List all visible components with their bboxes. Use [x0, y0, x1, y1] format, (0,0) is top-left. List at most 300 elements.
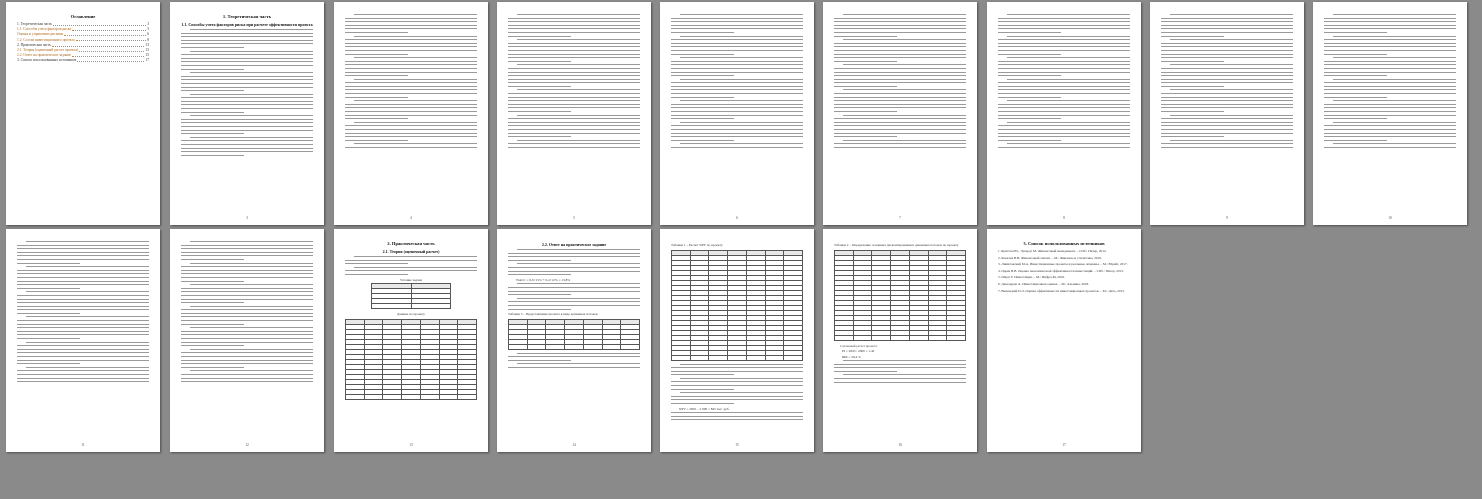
text-line: [998, 46, 1130, 47]
text-line: [1324, 82, 1456, 83]
text-line: [181, 126, 313, 127]
text-line: [1161, 97, 1293, 98]
text-line: [508, 291, 640, 292]
text-line: [354, 256, 477, 257]
text-line: [1170, 64, 1293, 65]
text-line: [1324, 129, 1456, 130]
text-line: [1170, 14, 1293, 15]
reference-entry: 4. Царев В.В. Оценка экономической эффективности инвестиций. – СПб.: Питер, 2015.: [998, 268, 1124, 273]
page-heading: Оглавление: [70, 14, 96, 19]
document-page[interactable]: [497, 229, 651, 452]
text-line: [181, 381, 313, 382]
document-page[interactable]: [987, 229, 1141, 452]
text-line: [508, 147, 640, 148]
text-line: [345, 18, 477, 19]
text-line: [181, 104, 313, 105]
formula: WACC = 0,6×15% + 0,4×12% = 13,8%: [516, 277, 571, 282]
text-line: [1161, 104, 1293, 105]
text-line: [1161, 50, 1293, 51]
text-line: [181, 97, 313, 98]
text-line: [190, 370, 313, 371]
text-paragraph: [17, 241, 149, 382]
text-line: [345, 82, 477, 83]
text-line: [508, 360, 571, 361]
page-content: [834, 14, 966, 211]
text-line: [17, 360, 149, 361]
page-content: [671, 14, 803, 211]
table-cell: [872, 335, 891, 340]
data-table: [508, 319, 640, 350]
text-line: [181, 122, 313, 123]
text-line: [671, 75, 734, 76]
text-line: [1161, 36, 1224, 37]
text-line: [1324, 115, 1456, 116]
text-line: [17, 324, 149, 325]
text-line: [1161, 72, 1293, 73]
text-line: [190, 284, 313, 285]
text-line: [354, 36, 477, 37]
text-line: [181, 338, 313, 339]
text-line: [1161, 118, 1293, 119]
text-line: [1324, 104, 1456, 105]
text-line: [998, 118, 1061, 119]
text-line: [17, 252, 149, 253]
text-line: [998, 75, 1061, 76]
text-line: [1007, 57, 1130, 58]
text-line: [834, 147, 966, 148]
text-line: [345, 263, 408, 264]
text-line: [17, 270, 149, 271]
text-line: [508, 28, 640, 29]
table-row: [346, 394, 477, 399]
text-line: [1324, 111, 1456, 112]
text-line: [181, 316, 313, 317]
text-line: [1324, 68, 1456, 69]
text-line: [517, 249, 640, 250]
page-content: [17, 14, 149, 211]
text-line: [345, 68, 477, 69]
text-line: [1170, 140, 1293, 141]
text-line: [834, 111, 897, 112]
text-line: [508, 72, 640, 73]
reference-entry: 3. Лимитовский М.А. Инвестиционные проекты и реальные опционы. – М.: Юрайт, 2017.: [998, 262, 1128, 267]
document-page[interactable]: [987, 2, 1141, 225]
toc-leader-dots: [72, 56, 144, 57]
text-line: [508, 93, 640, 94]
table-cell: [420, 394, 439, 399]
text-line: [671, 419, 803, 420]
text-line: [834, 57, 966, 58]
page-content: [508, 14, 640, 211]
text-line: [181, 40, 313, 41]
section-heading: 2.2. Ответ на практическое задание: [541, 242, 607, 247]
text-line: [517, 115, 640, 116]
text-line: [345, 89, 477, 90]
text-line: [181, 140, 313, 141]
toc-entry-label: 2.2. Ответ на практическое задание: [17, 53, 71, 58]
text-paragraph: [671, 412, 803, 420]
text-line: [834, 122, 966, 123]
text-line: [998, 64, 1130, 65]
text-line: [671, 46, 803, 47]
document-page[interactable]: [823, 2, 977, 225]
text-line: [517, 298, 640, 299]
text-line: [181, 87, 313, 88]
text-line: [680, 364, 803, 365]
text-line: [508, 287, 640, 288]
text-line: [998, 147, 1130, 148]
document-page[interactable]: [660, 229, 814, 452]
text-line: [998, 25, 1130, 26]
text-line: [345, 97, 408, 98]
text-line: [1007, 79, 1130, 80]
text-line: [680, 79, 803, 80]
text-line: [998, 89, 1130, 90]
text-line: [671, 50, 803, 51]
table-cell: [784, 355, 803, 360]
page-content: [181, 241, 313, 438]
text-line: [998, 86, 1130, 87]
text-line: [345, 39, 477, 40]
text-line: [843, 374, 966, 375]
text-paragraph: [181, 241, 313, 382]
text-line: [1161, 129, 1293, 130]
text-line: [834, 86, 897, 87]
text-line: [17, 374, 149, 375]
text-line: [190, 115, 313, 116]
text-line: [834, 371, 897, 372]
text-line: [190, 137, 313, 138]
text-line: [1324, 50, 1456, 51]
text-line: [671, 412, 803, 413]
text-line: [834, 93, 966, 94]
text-line: [181, 273, 313, 274]
table-cell: [546, 344, 565, 349]
text-line: [354, 57, 477, 58]
page-number: 17: [1062, 443, 1066, 447]
text-line: [998, 107, 1130, 108]
page-content: [998, 241, 1130, 438]
text-line: [834, 378, 966, 379]
page-heading: 1. Теоретическая часть: [222, 14, 272, 19]
document-page[interactable]: [170, 2, 324, 225]
text-line: [354, 79, 477, 80]
table-cell: [372, 304, 411, 309]
toc-entry-page: 8: [147, 37, 149, 42]
text-line: [671, 374, 734, 375]
page-content: [345, 14, 477, 211]
text-line: [181, 119, 313, 120]
toc-entry-label: 1.1. Способы учета факторов риска: [17, 27, 72, 32]
text-line: [181, 288, 313, 289]
toc-entry-page: 3: [147, 27, 149, 32]
text-line: [181, 309, 313, 310]
text-line: [190, 327, 313, 328]
text-line: [998, 111, 1130, 112]
text-line: [671, 104, 803, 105]
text-line: [508, 274, 571, 275]
toc-entry-label: Оценка и управление рисками: [17, 32, 64, 37]
table-cell: [439, 394, 458, 399]
text-line: [181, 58, 313, 59]
text-line: [26, 316, 149, 317]
text-line: [834, 382, 966, 383]
table-cell: [909, 335, 928, 340]
text-line: [1324, 136, 1456, 137]
text-line: [1333, 143, 1456, 144]
text-line: [1007, 143, 1130, 144]
text-line: [17, 248, 149, 249]
text-line: [843, 115, 966, 116]
page-content: [345, 241, 477, 438]
text-line: [17, 356, 149, 357]
text-line: [508, 129, 640, 130]
table-row: [835, 335, 966, 340]
text-line: [671, 396, 803, 397]
text-line: [508, 82, 640, 83]
table-cell: [690, 355, 709, 360]
document-page[interactable]: [497, 2, 651, 225]
text-line: [345, 61, 477, 62]
text-line: [17, 331, 149, 332]
text-paragraph: [181, 29, 313, 156]
text-line: [998, 136, 1130, 137]
text-line: [508, 133, 640, 134]
text-line: [1324, 118, 1387, 119]
text-line: [998, 82, 1130, 83]
text-paragraph: [834, 360, 966, 383]
text-line: [834, 136, 897, 137]
document-page[interactable]: [334, 2, 488, 225]
toc-entry[interactable]: [17, 58, 149, 63]
text-line: [1161, 125, 1293, 126]
text-line: [345, 107, 477, 108]
text-line: [671, 111, 803, 112]
text-line: [671, 93, 803, 94]
text-line: [998, 28, 1130, 29]
text-line: [834, 79, 966, 80]
text-line: [671, 28, 803, 29]
text-line: [26, 367, 149, 368]
text-line: [834, 50, 966, 51]
text-line: [834, 133, 966, 134]
toc-leader-dots: [72, 30, 146, 31]
text-line: [843, 39, 966, 40]
text-line: [517, 263, 640, 264]
toc-leader-dots: [77, 61, 144, 62]
text-line: [998, 93, 1130, 94]
text-line: [345, 21, 477, 22]
text-line: [834, 68, 966, 69]
text-line: [508, 367, 640, 368]
text-line: [345, 140, 408, 141]
data-table: [345, 319, 477, 400]
text-line: [680, 36, 803, 37]
table-cell: [891, 335, 910, 340]
text-line: [345, 118, 408, 119]
text-line: [1170, 89, 1293, 90]
text-line: [1161, 43, 1293, 44]
text-line: [181, 266, 313, 267]
text-line: [17, 273, 149, 274]
text-line: [671, 140, 734, 141]
text-line: [190, 29, 313, 30]
text-line: [345, 25, 477, 26]
text-line: [834, 32, 966, 33]
text-line: [181, 324, 244, 325]
text-line: [508, 301, 640, 302]
text-line: [1161, 54, 1293, 55]
text-line: [508, 32, 640, 33]
page-number: 4: [410, 216, 412, 220]
text-line: [1324, 61, 1456, 62]
text-line: [1324, 28, 1456, 29]
text-line: [680, 122, 803, 123]
text-line: [508, 267, 640, 268]
text-line: [181, 47, 244, 48]
text-line: [1161, 111, 1224, 112]
text-paragraph: [508, 283, 640, 309]
text-line: [345, 46, 477, 47]
text-line: [1333, 100, 1456, 101]
text-line: [998, 115, 1130, 116]
text-line: [834, 107, 966, 108]
text-line: [345, 75, 408, 76]
text-line: [843, 14, 966, 15]
text-line: [1161, 68, 1293, 69]
text-line: [508, 309, 571, 310]
text-line: [181, 33, 313, 34]
text-line: [17, 299, 149, 300]
text-line: [508, 43, 640, 44]
text-line: [834, 54, 966, 55]
document-page[interactable]: [660, 2, 814, 225]
text-line: [190, 349, 313, 350]
text-line: [508, 125, 640, 126]
table-cell: [411, 304, 450, 309]
text-line: [17, 381, 149, 382]
document-page[interactable]: [334, 229, 488, 452]
text-line: [517, 14, 640, 15]
text-line: [181, 245, 313, 246]
text-line: [181, 108, 313, 109]
document-page[interactable]: [170, 229, 324, 452]
toc-leader-dots: [52, 46, 145, 47]
text-line: [1161, 133, 1293, 134]
page-content: [834, 241, 966, 438]
text-line: [671, 385, 803, 386]
text-line: [1161, 136, 1224, 137]
text-line: [181, 378, 313, 379]
text-line: [998, 72, 1130, 73]
text-line: [17, 263, 80, 264]
text-line: [181, 331, 313, 332]
text-line: [1161, 122, 1293, 123]
toc-entry-page: 15: [145, 53, 149, 58]
text-line: [508, 79, 640, 80]
toc-entry-page: 6: [147, 32, 149, 37]
text-line: [181, 112, 244, 113]
document-page[interactable]: [6, 2, 160, 225]
text-line: [517, 353, 640, 354]
text-line: [508, 75, 640, 76]
text-line: [1007, 122, 1130, 123]
text-line: [17, 302, 149, 303]
text-line: [998, 43, 1130, 44]
text-line: [671, 32, 734, 33]
text-line: [17, 284, 149, 285]
text-paragraph: [508, 14, 640, 148]
text-line: [181, 259, 244, 260]
text-line: [17, 277, 149, 278]
text-line: [998, 54, 1061, 55]
text-line: [671, 133, 803, 134]
data-table: [834, 250, 966, 341]
text-line: [354, 122, 477, 123]
text-line: [26, 266, 149, 267]
page-content: [1161, 14, 1293, 211]
text-line: [345, 136, 477, 137]
document-page[interactable]: [6, 229, 160, 452]
table-cell: [565, 344, 584, 349]
table-cell: [728, 355, 747, 360]
document-page[interactable]: [1313, 2, 1467, 225]
text-line: [17, 334, 149, 335]
text-line: [834, 100, 966, 101]
text-line: [181, 356, 313, 357]
toc-entry-label: 2.1. Теория (оценочный расчет проекта): [17, 48, 79, 53]
text-paragraph: [834, 14, 966, 148]
text-line: [1324, 72, 1456, 73]
text-line: [1324, 107, 1456, 108]
table-row: [509, 344, 640, 349]
text-line: [834, 72, 966, 73]
text-line: [834, 75, 966, 76]
text-paragraph: [345, 256, 477, 275]
table-row: [672, 355, 803, 360]
text-line: [998, 97, 1061, 98]
text-line: [834, 43, 966, 44]
text-line: [1324, 18, 1456, 19]
table-cell: [509, 344, 528, 349]
document-page[interactable]: [823, 229, 977, 452]
table-cell: [602, 344, 621, 349]
text-line: [671, 129, 803, 130]
page-number: 9: [1226, 216, 1228, 220]
text-line: [843, 64, 966, 65]
text-line: [843, 89, 966, 90]
text-line: [17, 255, 149, 256]
text-line: [181, 342, 313, 343]
page-content: [508, 241, 640, 438]
toc-entry-page: 13: [145, 48, 149, 53]
text-line: [834, 125, 966, 126]
text-line: [671, 25, 803, 26]
document-page[interactable]: [1150, 2, 1304, 225]
text-line: [181, 291, 313, 292]
table-cell: [383, 394, 402, 399]
toc-entry-page: 13: [145, 42, 149, 47]
text-line: [680, 100, 803, 101]
page-number: 6: [736, 216, 738, 220]
text-paragraph: [1161, 14, 1293, 148]
page-number: 10: [1388, 216, 1392, 220]
text-line: [671, 371, 803, 372]
text-line: [345, 104, 477, 105]
text-line: [834, 82, 966, 83]
text-line: [181, 367, 244, 368]
text-line: [834, 21, 966, 22]
